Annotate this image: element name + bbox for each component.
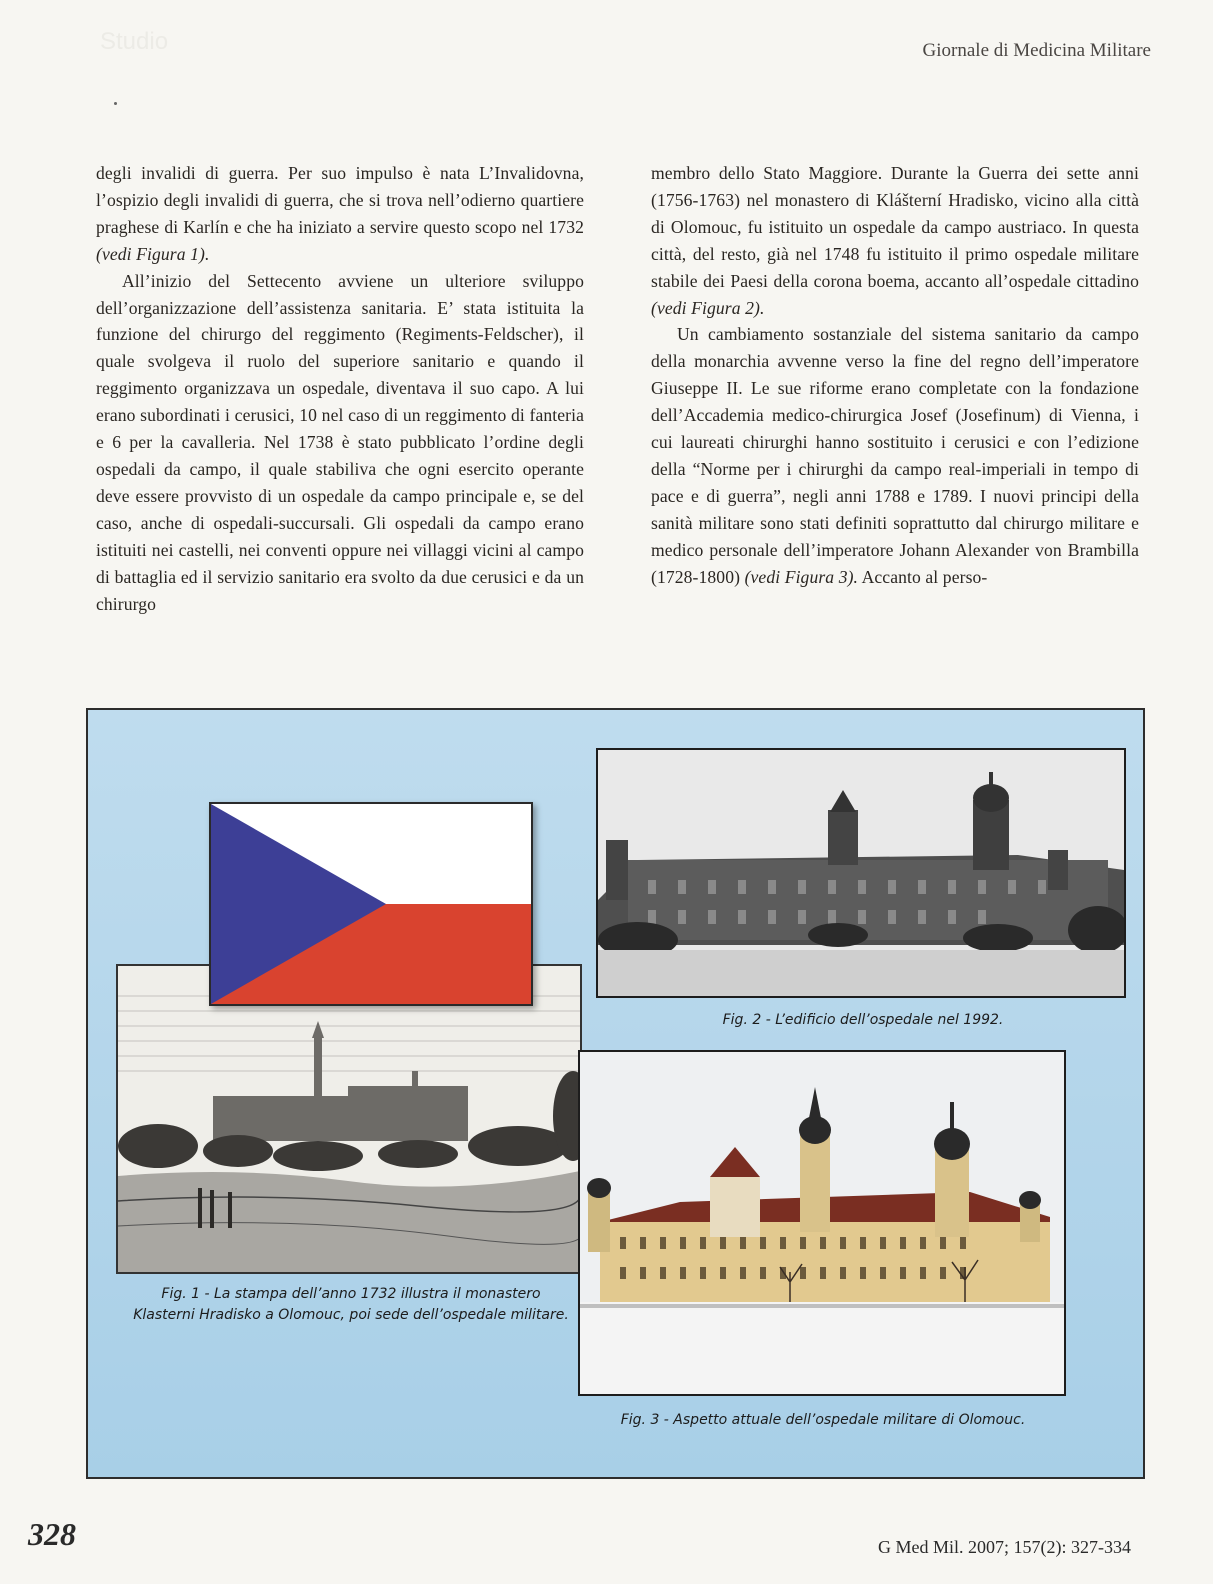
fig1-caption bbox=[106, 1284, 596, 1326]
fig2-caption bbox=[648, 1010, 1078, 1031]
fig3-caption bbox=[588, 1410, 1058, 1431]
journal-citation: G Med Mil. 2007; 157(2): 327-334 bbox=[878, 1537, 1131, 1557]
ghost-watermark: Studio bbox=[100, 28, 169, 55]
fig1-label: Fig. 1 bbox=[161, 1286, 201, 1302]
right-p2-tail: Accanto al perso- bbox=[858, 566, 988, 587]
flag-drawing bbox=[211, 804, 531, 1004]
right-paragraph-2 bbox=[651, 321, 1139, 590]
journal-title: Giornale di Medicina Militare bbox=[922, 40, 1151, 61]
fig2-photo bbox=[596, 748, 1126, 998]
left-p1-text: degli invalidi di guerra. Per suo impulso è nata L’Invalidovna, l’ospizio degli invalidi di guerra, che si trova nell’odierno quartiere praghese di Karlín e che ha iniziato a servire questo scopo nel 1732 bbox=[96, 163, 584, 237]
stray-dot bbox=[114, 102, 117, 105]
page-number: 328 bbox=[28, 1516, 76, 1552]
right-p1-text: membro dello Stato Maggiore. Durante la Guerra dei sette anni (1756-1763) nel monastero di Klášterní Hradisko, vicino alla città di Olomouc, fu istituito un ospedale da campo austriaco. In questa città, del resto, già nel 1748 fu istituito il primo ospedale militare stabile dei Paesi della corona boema, accanto all’ospedale cittadino bbox=[651, 163, 1139, 291]
right-p2-text: Un cambiamento sostanziale del sistema sanitario da campo della monarchia avvenne verso la fine del regno dell’imperatore Giuseppe II. Le sue riforme erano completate con la fondazione dell’Accademia medico-chirurgica Josef (Josefinum) di Vienna, i cui laureati chirurghi hanno sostituito i cerusici e con l’edizione della “Norme per i chirurghi da campo real-imperiali in tempo di pace e di guerra”, negli anni 1788 e 1789. I nuovi principi della sanità militare sono stati definiti soprattutto dal chirurgo militare e medico personale dell’imperatore Johann Alexander von Brambilla (1728-1800) bbox=[651, 324, 1139, 587]
fig2-label: Fig. 2 bbox=[722, 1012, 762, 1028]
figure-panel bbox=[86, 708, 1145, 1479]
fig2-drawing bbox=[598, 750, 1124, 996]
fig3-caption-text: - Aspetto attuale dell’ospedale militare di Olomouc. bbox=[659, 1412, 1026, 1428]
left-paragraph-1 bbox=[96, 160, 584, 268]
engraving-drawing bbox=[118, 966, 580, 1272]
fig3-drawing bbox=[580, 1052, 1064, 1394]
left-paragraph-2: All’inizio del Settecento avviene un ulteriore sviluppo dell’organizzazione dell’assistenza sanitaria. E’ stata istituita la funzione del chirurgo del reggimento (Regiments-Feldscher), il quale svolgeva il ruolo del superiore sanitario e quando il reggimento organizzava un ospedale, diventava il suo capo. A lui erano subordinati i cerusici, 10 nel caso di un reggimento di fanteria e 6 per la cavalleria. Nel 1738 è stato pubblicato l’ordine degli ospedali da campo, il quale stabiliva che ogni esercito operante deve essere provvisto di un ospedale da campo principale e, se del caso, anche di ospedali-succursali. Gli ospedali da campo erano istituiti nei castelli, nei conventi oppure nei villaggi vicini al campo di battaglia ed il servizio sanitario era svolto da due cerusici e da un chirurgo bbox=[96, 270, 584, 614]
figure-3-ref: (vedi Figura 3). bbox=[744, 566, 859, 587]
figure-1-ref: (vedi Figura 1). bbox=[96, 243, 210, 264]
right-paragraph-1 bbox=[651, 160, 1139, 321]
fig1-engraving bbox=[116, 964, 582, 1274]
fig3-photo bbox=[578, 1050, 1066, 1396]
right-column bbox=[651, 160, 1139, 591]
fig1-caption-line1: - La stampa dell’anno 1732 illustra il monastero bbox=[200, 1286, 541, 1302]
left-column bbox=[96, 160, 584, 617]
fig3-label: Fig. 3 bbox=[620, 1412, 660, 1428]
figure-2-ref: (vedi Figura 2). bbox=[651, 297, 765, 318]
fig1-caption-line2: Klasterni Hradisko a Olomouc, poi sede dell’ospedale militare. bbox=[133, 1307, 569, 1323]
fig2-caption-text: - L’edificio dell’ospedale nel 1992. bbox=[761, 1012, 1004, 1028]
czech-flag bbox=[209, 802, 533, 1006]
